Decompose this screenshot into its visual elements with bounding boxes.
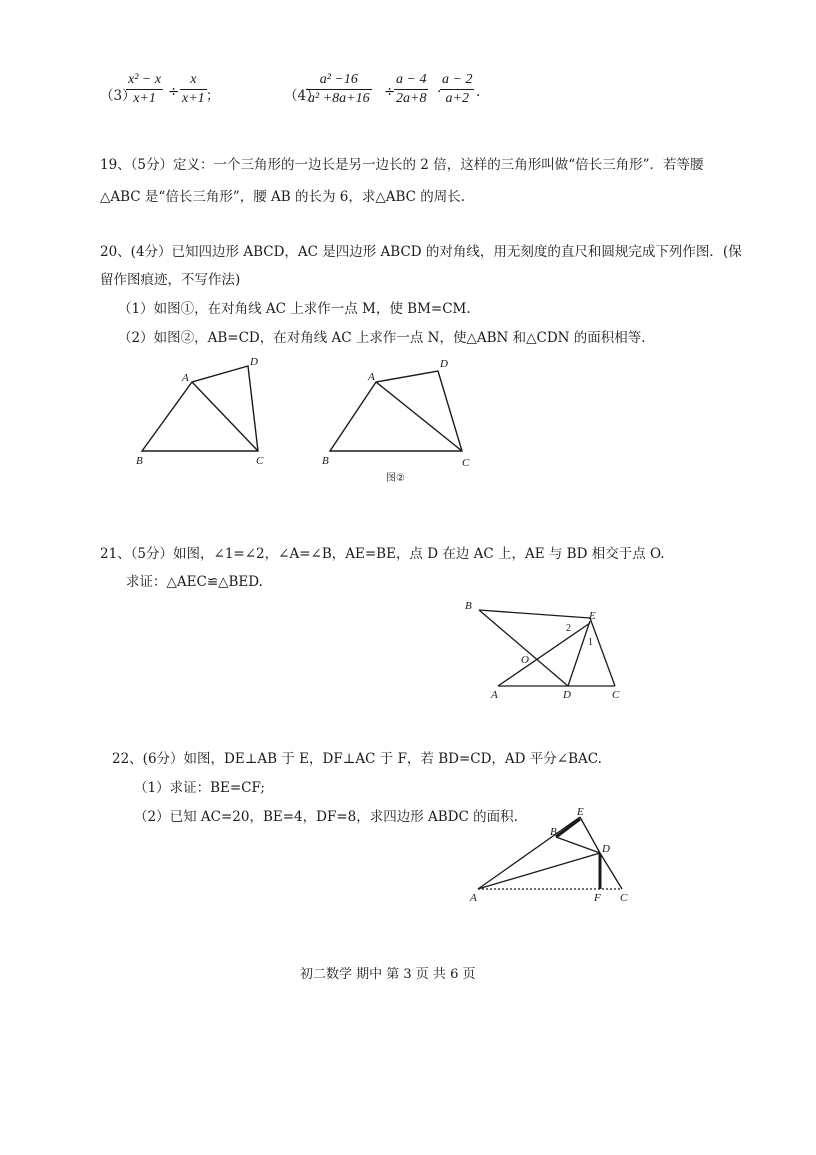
q22-line-1: 22、(6分）如图，DE⊥AB 于 E，DF⊥AC 于 F，若 BD=CD，AD 平分∠BAC. <box>112 751 602 767</box>
angle-1-label: 1 <box>588 637 593 648</box>
q18-part4-number: （4） <box>284 88 320 104</box>
label-a: A <box>470 892 477 904</box>
q18-part4-end: . <box>476 84 481 100</box>
fraction-numerator: x² − x <box>128 72 162 87</box>
segment-ec <box>590 618 615 686</box>
label-c: C <box>612 689 620 701</box>
segment-bd <box>556 837 600 853</box>
label-b: B <box>465 600 472 612</box>
label-b: B <box>136 455 143 467</box>
label-o: O <box>521 654 529 666</box>
q18-part4-fraction-1 <box>306 71 372 108</box>
figure-2-caption: 图② <box>386 473 405 484</box>
label-b: B <box>322 455 329 467</box>
fraction-denominator: 2a+8 <box>396 91 427 106</box>
fraction-numerator: a² −16 <box>319 72 358 87</box>
q21-line-1: 21、（5分）如图，∠1=∠2，∠A=∠B，AE=BE，点 D 在边 AC 上，AE 与 BD 相交于点 O. <box>100 546 665 562</box>
segment-ed <box>580 817 600 853</box>
q20-line-2: 留作图痕迹，不写作法) <box>100 272 241 288</box>
diagonal-ac <box>192 382 258 451</box>
segment-be <box>556 819 580 837</box>
fraction-numerator: a − 4 <box>396 72 427 87</box>
q18-part3-number: （3） <box>100 88 136 104</box>
label-a: A <box>491 689 498 701</box>
q19-line-1: 19、（5分）定义：一个三角形的一边长是另一边长的 2 倍，这样的三角形叫做“倍长三角形”．若等腰 <box>100 157 704 173</box>
label-e: E <box>589 610 596 622</box>
q20-figures <box>130 350 510 485</box>
q20-sub-1: （1）如图①，在对角线 AC 上求作一点 M，使 BM=CM. <box>118 301 471 317</box>
segment-bd <box>479 610 568 686</box>
label-c: C <box>620 892 628 904</box>
quadrilateral-abcd <box>330 371 462 451</box>
q18-part3-operator: ÷ <box>168 84 180 100</box>
q22-figure <box>460 805 640 910</box>
q18-part4-fraction-2 <box>394 71 428 108</box>
fraction-denominator: a² +8a+16 <box>308 91 370 106</box>
q22-sub-2: （2）已知 AC=20，BE=4，DF=8，求四边形 ABDC 的面积. <box>134 809 518 825</box>
label-a: A <box>368 371 375 383</box>
label-e: E <box>577 806 584 818</box>
q22-sub-1: （1）求证：BE=CF; <box>134 780 265 796</box>
label-c: C <box>256 455 264 467</box>
label-a: A <box>182 372 189 384</box>
q20-line-1: 20、(4分）已知四边形 ABCD，AC 是四边形 ABCD 的对角线，用无刻度的直尺和圆规完成下列作图．(保 <box>100 244 742 260</box>
segment-be <box>479 610 590 618</box>
q21-figure <box>455 595 635 705</box>
q18-part4-operator-2: · <box>437 84 442 100</box>
segment-ae <box>498 623 590 686</box>
q20-figure-1 <box>142 366 258 451</box>
fraction-numerator: x <box>190 72 197 87</box>
q18-part3-end: ； <box>206 88 220 104</box>
fraction-numerator: a − 2 <box>442 72 473 87</box>
fraction-denominator: x+1 <box>182 91 205 106</box>
q18-part4-fraction-3 <box>440 71 474 108</box>
fraction-denominator: a+2 <box>440 89 474 108</box>
segment-dc <box>600 853 622 889</box>
quadrilateral-abcd <box>142 366 258 451</box>
q21-line-2: 求证：△AEC≌△BED. <box>126 574 263 590</box>
q19-line-2: △ABC 是“倍长三角形”，腰 AB 的长为 6，求△ABC 的周长. <box>100 189 466 205</box>
segment-ad <box>478 853 600 889</box>
diagonal-ac <box>376 382 462 451</box>
label-f: F <box>594 892 601 904</box>
fraction-denominator: x+1 <box>126 89 163 108</box>
page-footer: 初二数学 期中 第 3 页 共 6 页 <box>300 967 476 982</box>
q20-sub-2: （2）如图②，AB=CD，在对角线 AC 上求作一点 N，使△ABN 和△CDN 的面积相等． <box>118 330 655 346</box>
label-b: B <box>550 826 557 838</box>
q18-part4-operator-1: ÷ <box>384 84 396 100</box>
segment-ae <box>478 817 580 889</box>
angle-2-label: 2 <box>566 623 571 634</box>
q18-part3-fraction-2 <box>180 71 207 108</box>
label-d: D <box>602 843 610 855</box>
q20-figure-2 <box>330 371 462 451</box>
q18-part3-fraction-1 <box>126 71 163 108</box>
label-d: D <box>440 358 448 370</box>
label-d: D <box>563 689 571 701</box>
label-d: D <box>250 356 258 368</box>
label-c: C <box>462 457 470 469</box>
